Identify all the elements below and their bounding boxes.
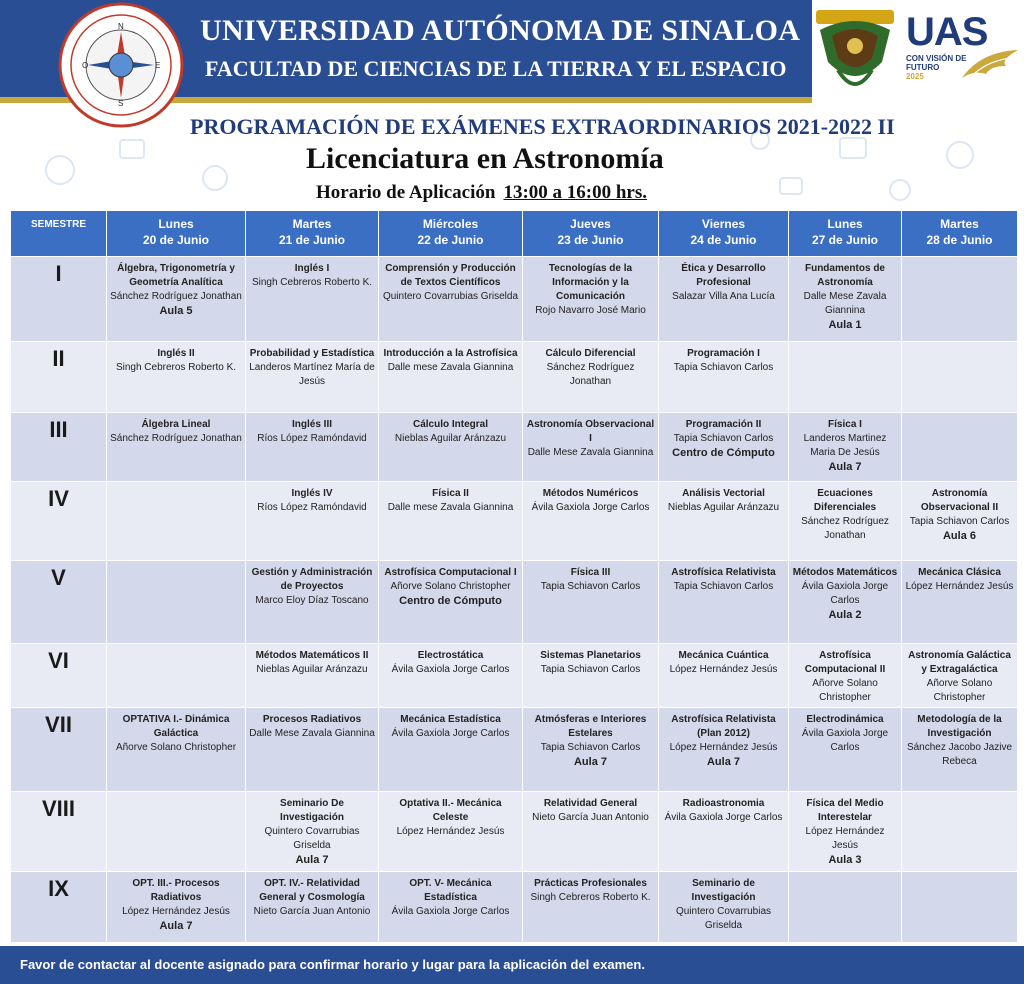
teacher-name: Tapia Schiavon Carlos: [673, 362, 774, 373]
teacher-name: Singh Cebreros Roberto K.: [251, 277, 373, 288]
exam-cell: [523, 872, 659, 943]
exam-cell: [902, 708, 1018, 792]
semester-label: V: [11, 561, 107, 644]
teacher-name: Dalle mese Zavala Giannina: [387, 362, 514, 373]
teacher-name: Añorve Solano Christopher: [115, 742, 237, 753]
exam-cell: [246, 257, 379, 342]
day-header: Martes 21 de Junio: [246, 211, 379, 257]
subject-name: Astronomía Observacional II: [920, 488, 999, 513]
teacher-name: Sánchez Jacobo Jazive Rebeca: [906, 742, 1013, 767]
room-label: Aula 5: [159, 305, 193, 317]
subject-name: Inglés III: [291, 419, 332, 430]
teacher-name: López Hernández Jesús: [396, 826, 505, 837]
teacher-name: Landeros Martinez Maria De Jesús: [803, 433, 887, 458]
exam-cell: [523, 342, 659, 413]
exam-cell: [107, 482, 246, 561]
subject-name: Mecánica Clásica: [918, 567, 1001, 578]
subject-name: Introducción a la Astrofísica: [383, 348, 518, 359]
subject-name: Astronomía Observacional I: [526, 419, 655, 444]
table-row: [11, 482, 1018, 561]
teacher-name: Tapia Schiavon Carlos: [673, 433, 774, 444]
footer-bar: [0, 946, 1024, 984]
subject-name: Mecánica Estadística: [400, 714, 501, 725]
teacher-name: Ávila Gaxiola Jorge Carlos: [391, 728, 510, 739]
exam-cell: [107, 644, 246, 708]
exam-cell: [246, 708, 379, 792]
room-label: Aula 7: [159, 920, 193, 932]
uas-eagle-logo: [812, 2, 898, 100]
table-row: [11, 708, 1018, 792]
table-row: [11, 792, 1018, 872]
teacher-name: Ávila Gaxiola Jorge Carlos: [531, 502, 650, 513]
semester-label: IV: [11, 482, 107, 561]
teacher-name: Tapia Schiavon Carlos: [673, 581, 774, 592]
teacher-name: Ávila Gaxiola Jorge Carlos: [664, 812, 783, 823]
exam-cell: [789, 413, 902, 482]
table-header-row: [11, 211, 1018, 257]
svg-text:S: S: [118, 99, 124, 108]
teacher-name: Singh Cebreros Roberto K.: [115, 362, 237, 373]
teacher-name: Ávila Gaxiola Jorge Carlos: [801, 728, 889, 753]
teacher-name: Salazar Villa Ana Lucía: [672, 291, 775, 302]
table-row: [11, 413, 1018, 482]
teacher-name: Nieblas Aguilar Aránzazu: [256, 664, 368, 675]
teacher-name: Sánchez Rodríguez Jonathan: [801, 516, 889, 541]
exam-schedule-table: [10, 210, 1018, 943]
exam-cell: [107, 413, 246, 482]
exam-cell: [379, 482, 523, 561]
subject-name: Astronomía Galáctica y Extragaláctica: [908, 650, 1011, 675]
exam-cell: [246, 644, 379, 708]
teacher-name: López Hernández Jesús: [669, 664, 778, 675]
subject-name: OPT. V- Mecánica Estadística: [409, 878, 492, 903]
exam-cell: [379, 792, 523, 872]
room-label: Aula 7: [295, 854, 329, 866]
subject-name: OPT. III.- Procesos Radiativos: [132, 878, 220, 903]
teacher-name: Quintero Covarrubias Griselda: [264, 826, 360, 851]
subject-name: Electrostática: [417, 650, 484, 661]
teacher-name: Quintero Covarrubias Griselda: [675, 906, 772, 931]
subject-name: Ética y Desarrollo Profesional: [681, 263, 766, 288]
schedule-time: 13:00 a 16:00 hrs.: [503, 182, 647, 203]
subject-name: Fundamentos de Astronomía: [804, 263, 885, 288]
exam-cell: [659, 561, 789, 644]
faculty-title: FACULTAD DE CIENCIAS DE LA TIERRA Y EL ESPACIO: [205, 56, 787, 81]
subject-name: Atmósferas e Interiores Estelares: [534, 714, 647, 739]
exam-cell: [246, 561, 379, 644]
day-header: Lunes 20 de Junio: [107, 211, 246, 257]
subject-name: Astrofísica Relativista (Plan 2012): [671, 714, 776, 739]
table-row: [11, 257, 1018, 342]
exam-cell: [379, 413, 523, 482]
exam-cell: [523, 708, 659, 792]
subject-name: Seminario De Investigación: [280, 798, 344, 823]
day-header: Jueves 23 de Junio: [523, 211, 659, 257]
room-label: Centro de Cómputo: [399, 595, 502, 607]
room-label: Aula 6: [942, 530, 976, 542]
subject-name: Relatividad General: [543, 798, 638, 809]
table-row: [11, 872, 1018, 943]
teacher-name: López Hernández Jesús: [805, 826, 885, 851]
teacher-name: Landeros Martínez María de Jesús: [249, 362, 375, 387]
subject-name: Radioastronomia: [682, 798, 765, 809]
exam-cell: [902, 413, 1018, 482]
room-label: Aula 7: [828, 461, 862, 473]
exam-cell: [107, 792, 246, 872]
teacher-name: Sánchez Rodríguez Jonathan: [546, 362, 635, 387]
semester-label: VI: [11, 644, 107, 708]
exam-cell: [379, 644, 523, 708]
exam-cell: [107, 342, 246, 413]
room-label: Centro de Cómputo: [672, 447, 775, 459]
teacher-name: Dalle mese Zavala Giannina: [387, 502, 514, 513]
exam-cell: [379, 872, 523, 943]
room-label: Aula 2: [828, 609, 862, 621]
teacher-name: Nieto García Juan Antonio: [253, 906, 371, 917]
uas-year: 2025: [906, 72, 924, 81]
teacher-name: Ávila Gaxiola Jorge Carlos: [801, 581, 889, 606]
subject-name: Álgebra Lineal: [141, 419, 211, 430]
exam-cell: [659, 413, 789, 482]
exam-cell: [246, 482, 379, 561]
subject-name: Astrofísica Computacional I: [384, 567, 517, 578]
exam-cell: [523, 413, 659, 482]
teacher-name: Ríos López Ramóndavid: [257, 433, 367, 444]
exam-cell: [246, 342, 379, 413]
exam-cell: [379, 708, 523, 792]
table-body: [11, 257, 1018, 943]
subject-name: Prácticas Profesionales: [534, 878, 647, 889]
teacher-name: Añorve Solano Christopher: [390, 581, 511, 592]
room-label: Aula 7: [573, 756, 607, 768]
subject-name: Tecnologías de la Información y la Comunicación: [548, 263, 633, 302]
subject-name: Métodos Matemáticos: [792, 567, 898, 578]
exam-cell: [523, 561, 659, 644]
exam-cell: [902, 482, 1018, 561]
subject-name: Cálculo Integral: [412, 419, 488, 430]
subject-name: Física III: [570, 567, 611, 578]
subject-name: OPTATIVA I.- Dinámica Galáctica: [122, 714, 230, 739]
subject-name: Inglés I: [294, 263, 330, 274]
teacher-name: Quintero Covarrubias Griselda: [382, 291, 519, 302]
subject-name: Probabilidad y Estadística: [249, 348, 375, 359]
exam-cell: [659, 872, 789, 943]
uas-slogan: CON VISIÓN DE FUTURO 2025: [906, 54, 967, 81]
semester-label: III: [11, 413, 107, 482]
subject-name: Sistemas Planetarios: [540, 650, 641, 661]
footer-note: Favor de contactar al docente asignado para confirmar horario y lugar para la aplicación del examen.: [20, 957, 645, 972]
subject-name: Comprensión y Producción de Textos Científicos: [385, 263, 516, 288]
exam-cell: [659, 708, 789, 792]
exam-cell: [246, 792, 379, 872]
exam-cell: [902, 644, 1018, 708]
exam-cell: [659, 257, 789, 342]
subject-name: Métodos Numéricos: [542, 488, 639, 499]
exam-cell: [659, 482, 789, 561]
exam-cell: [107, 872, 246, 943]
teacher-name: Sánchez Rodríguez Jonathan: [110, 433, 242, 444]
teacher-name: Añorve Solano Christopher: [926, 678, 993, 703]
exam-cell: [246, 413, 379, 482]
room-label: Aula 1: [828, 319, 862, 331]
exam-cell: [246, 872, 379, 943]
day-header: Lunes 27 de Junio: [789, 211, 902, 257]
exam-cell: [789, 872, 902, 943]
teacher-name: Singh Cebreros Roberto K.: [530, 892, 651, 903]
teacher-name: Añorve Solano Christopher: [812, 678, 878, 703]
teacher-name: Nieblas Aguilar Aránzazu: [394, 433, 507, 444]
table-row: [11, 644, 1018, 708]
semester-label: VII: [11, 708, 107, 792]
subject-name: OPT. IV.- Relatividad General y Cosmología: [259, 878, 365, 903]
teacher-name: Ávila Gaxiola Jorge Carlos: [391, 664, 510, 675]
schedule-line: [316, 182, 776, 204]
subject-name: Seminario de Investigación: [691, 878, 756, 903]
teacher-name: López Hernández Jesús: [905, 581, 1014, 592]
table-row: [11, 561, 1018, 644]
exam-cell: [379, 257, 523, 342]
subject-name: Programación I: [687, 348, 760, 359]
exam-cell: [659, 644, 789, 708]
semester-label: IX: [11, 872, 107, 943]
subject-name: Programación II: [685, 419, 762, 430]
subject-name: Metodología de la Investigación: [917, 714, 1002, 739]
teacher-name: López Hernández Jesús: [669, 742, 778, 753]
semester-label: II: [11, 342, 107, 413]
svg-text:O: O: [82, 61, 89, 70]
exam-cell: [789, 342, 902, 413]
program-title: PROGRAMACIÓN DE EXÁMENES EXTRAORDINARIOS 2021-2022 II: [190, 114, 895, 139]
subject-name: Análisis Vectorial: [682, 488, 765, 499]
exam-cell: [789, 257, 902, 342]
teacher-name: Rojo Navarro José Mario: [535, 305, 646, 316]
exam-cell: [523, 644, 659, 708]
exam-cell: [523, 482, 659, 561]
exam-cell: [659, 792, 789, 872]
schedule-label: Horario de Aplicación: [316, 182, 496, 203]
semester-label: I: [11, 257, 107, 342]
uas-logo-text: UAS: [906, 10, 988, 54]
subject-name: Astrofísica Computacional II: [804, 650, 886, 675]
exam-cell: [789, 561, 902, 644]
exam-cell: [107, 708, 246, 792]
uas-logo: [902, 10, 1020, 86]
exam-cell: [523, 792, 659, 872]
subject-name: Mecánica Cuántica: [678, 650, 769, 661]
day-header: Martes 28 de Junio: [902, 211, 1018, 257]
subject-name: Inglés IV: [291, 488, 333, 499]
career-title: Licenciatura en Astronomía: [306, 142, 664, 175]
exam-cell: [789, 708, 902, 792]
teacher-name: Nieto García Juan Antonio: [532, 812, 649, 823]
subject-name: Física II: [432, 488, 469, 499]
teacher-name: Tapia Schiavon Carlos: [909, 516, 1010, 527]
teacher-name: Tapia Schiavon Carlos: [540, 581, 641, 592]
subject-name: Álgebra, Trigonometría y Geometría Analítica: [117, 263, 235, 288]
teacher-name: Nieblas Aguilar Aránzazu: [667, 502, 780, 513]
exam-cell: [902, 792, 1018, 872]
semester-column-header: SEMESTRE: [11, 211, 107, 257]
teacher-name: Marco Eloy Díaz Toscano: [255, 595, 369, 606]
teacher-name: Dalle Mese Zavala Giannina: [527, 447, 654, 458]
teacher-name: López Hernández Jesús: [122, 906, 230, 917]
subject-name: Electrodinámica: [806, 714, 884, 725]
exam-cell: [902, 257, 1018, 342]
teacher-name: Tapia Schiavon Carlos: [540, 742, 641, 753]
subject-name: Optativa II.- Mecánica Celeste: [399, 798, 502, 823]
day-header: Miércoles 22 de Junio: [379, 211, 523, 257]
subject-name: Física I: [828, 419, 862, 430]
subject-name: Ecuaciones Diferenciales: [813, 488, 877, 513]
exam-cell: [789, 792, 902, 872]
semester-label: VIII: [11, 792, 107, 872]
subject-name: Cálculo Diferencial: [545, 348, 636, 359]
teacher-name: Tapia Schiavon Carlos: [540, 664, 641, 675]
teacher-name: Sánchez Rodríguez Jonathan: [110, 291, 242, 302]
teacher-name: Dalle Mese Zavala Giannina: [803, 291, 887, 316]
svg-text:E: E: [155, 61, 161, 70]
exam-cell: [107, 561, 246, 644]
exam-cell: [902, 872, 1018, 943]
exam-cell: [379, 561, 523, 644]
exam-cell: [107, 257, 246, 342]
university-title: UNIVERSIDAD AUTÓNOMA DE SINALOA: [200, 14, 801, 47]
subject-name: Procesos Radiativos: [262, 714, 362, 725]
exam-cell: [902, 342, 1018, 413]
uas-wing-icon: [960, 48, 1020, 82]
teacher-name: Ríos López Ramóndavid: [257, 502, 367, 513]
exam-cell: [379, 342, 523, 413]
teacher-name: Ávila Gaxiola Jorge Carlos: [391, 906, 510, 917]
room-label: Aula 3: [828, 854, 862, 866]
subject-name: Inglés II: [157, 348, 195, 359]
subject-name: Métodos Matemáticos II: [255, 650, 369, 661]
subject-name: Gestión y Administración de Proyectos: [251, 567, 373, 592]
room-label: Aula 7: [706, 756, 740, 768]
subject-name: Astrofísica Relativista: [671, 567, 776, 578]
exam-cell: [789, 644, 902, 708]
day-header: Viernes 24 de Junio: [659, 211, 789, 257]
svg-text:N: N: [118, 22, 124, 31]
exam-cell: [659, 342, 789, 413]
exam-cell: [523, 257, 659, 342]
exam-cell: [902, 561, 1018, 644]
exam-cell: [789, 482, 902, 561]
table-row: [11, 342, 1018, 413]
teacher-name: Dalle Mese Zavala Giannina: [249, 728, 375, 739]
subject-name: Física del Medio Interestelar: [806, 798, 884, 823]
